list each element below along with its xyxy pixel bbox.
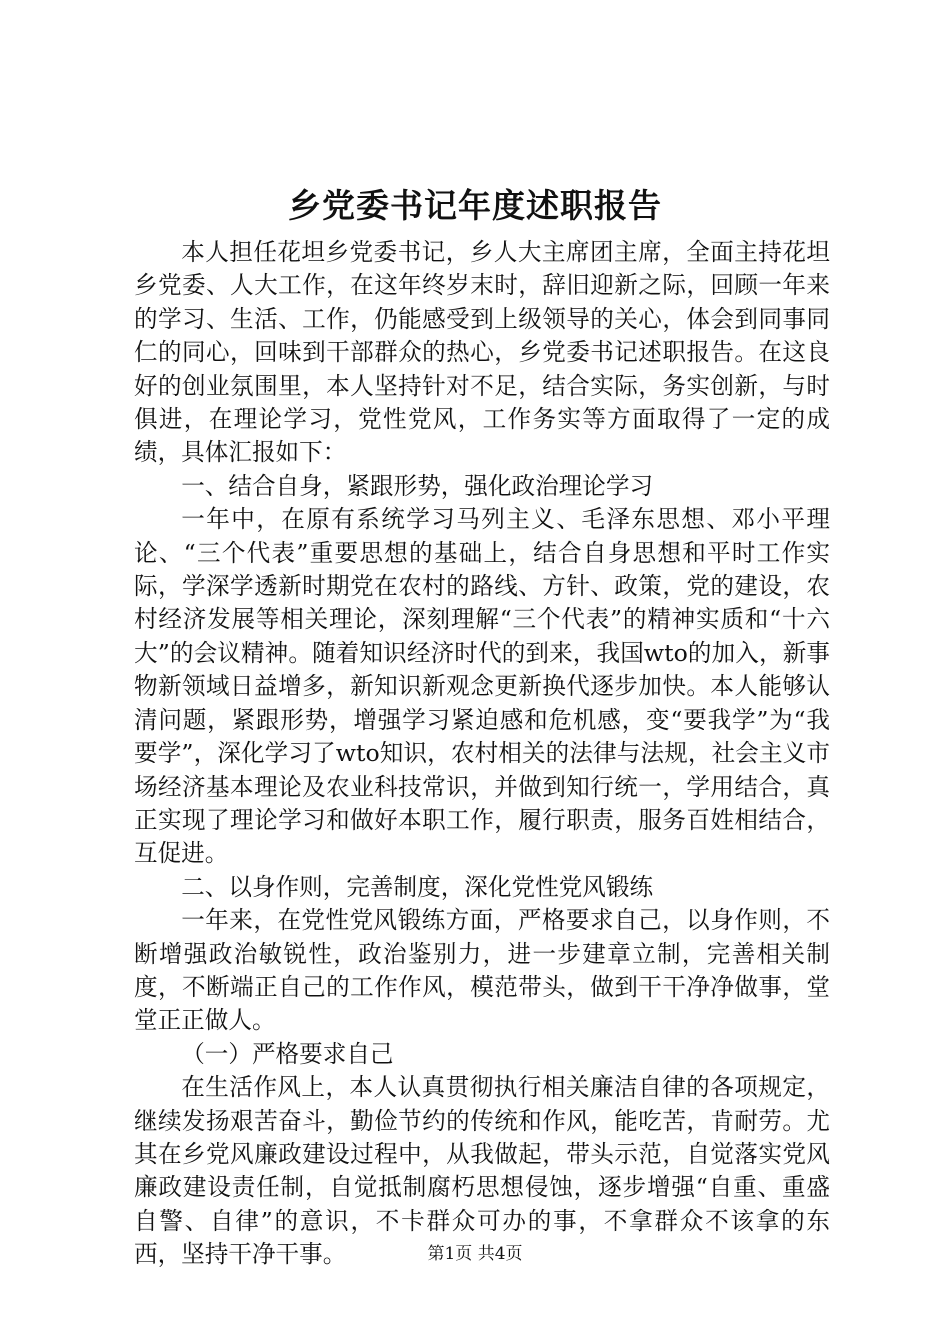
document-title: 乡党委书记年度述职报告 — [288, 186, 662, 225]
subsection-heading-1: （一）严格要求自己 — [181, 1039, 394, 1068]
page-footer: 第1页 共4页 — [427, 1244, 523, 1264]
document-body — [134, 236, 830, 1272]
paragraph-study: 一年中，在原有系统学习马列主义、毛泽东思想、邓小平理论、“三个代表”重要思想的基础上，结合自身思想和平时工作实际，学深学透新时期党在农村的路线、方针、政策，党的建设，农村经济发展等相关理论，深刻理解“三个代表”的精神实质和“十六大”的会议精神。随着知识经济时代的到来，我国wto的加入，新事物新领域日益增多，新知识新观念更新换代逐步加快。本人能够认清问题，紧跟形势，增强学习紧迫感和危机感，变“要我学”为“我要学”，深化学习了wto知识，农村相关的法律与法规，社会主义市场经济基本理论及农业科技常识，并做到知行统一，学用结合，真正实现了理论学习和做好本职工作，履行职责，服务百姓相结合，互促进。 — [134, 505, 830, 868]
paragraph-intro: 本人担任花坦乡党委书记，乡人大主席团主席，全面主持花坦乡党委、人大工作，在这年终岁末时，辞旧迎新之际，回顾一年来的学习、生活、工作，仍能感受到上级领导的关心，体会到同事同仁的同心，回味到干部群众的热心，乡党委书记述职报告。在这良好的创业氛围里，本人坚持针对不足，结合实际，务实创新，与时俱进，在理论学习，党性党风，工作务实等方面取得了一定的成绩，具体汇报如下： — [134, 238, 830, 467]
section-heading-2: 二、以身作则，完善制度，深化党性党风锻练 — [181, 872, 654, 901]
paragraph-party-conduct: 一年来，在党性党风锻练方面，严格要求自己，以身作则，不断增强政治敏锐性，政治鉴别力，进一步建章立制，完善相关制度，不断端正自己的工作作风，模范带头，做到干干净净做事，堂堂正正做人。 — [134, 906, 830, 1035]
paragraph-lifestyle: 在生活作风上，本人认真贯彻执行相关廉洁自律的各项规定，继续发扬艰苦奋斗，勤俭节约的传统和作风，能吃苦，肯耐劳。尤其在乡党风廉政建设过程中，从我做起，带头示范，自觉落实党风廉政建设责任制，自觉抵制腐朽思想侵蚀，逐步增强“自重、重盛自警、自律”的意识，不卡群众可办的事，不拿群众不该拿的东西，坚持干净干事。 — [134, 1073, 830, 1269]
section-heading-1: 一、结合自身，紧跟形势，强化政治理论学习 — [181, 471, 654, 500]
